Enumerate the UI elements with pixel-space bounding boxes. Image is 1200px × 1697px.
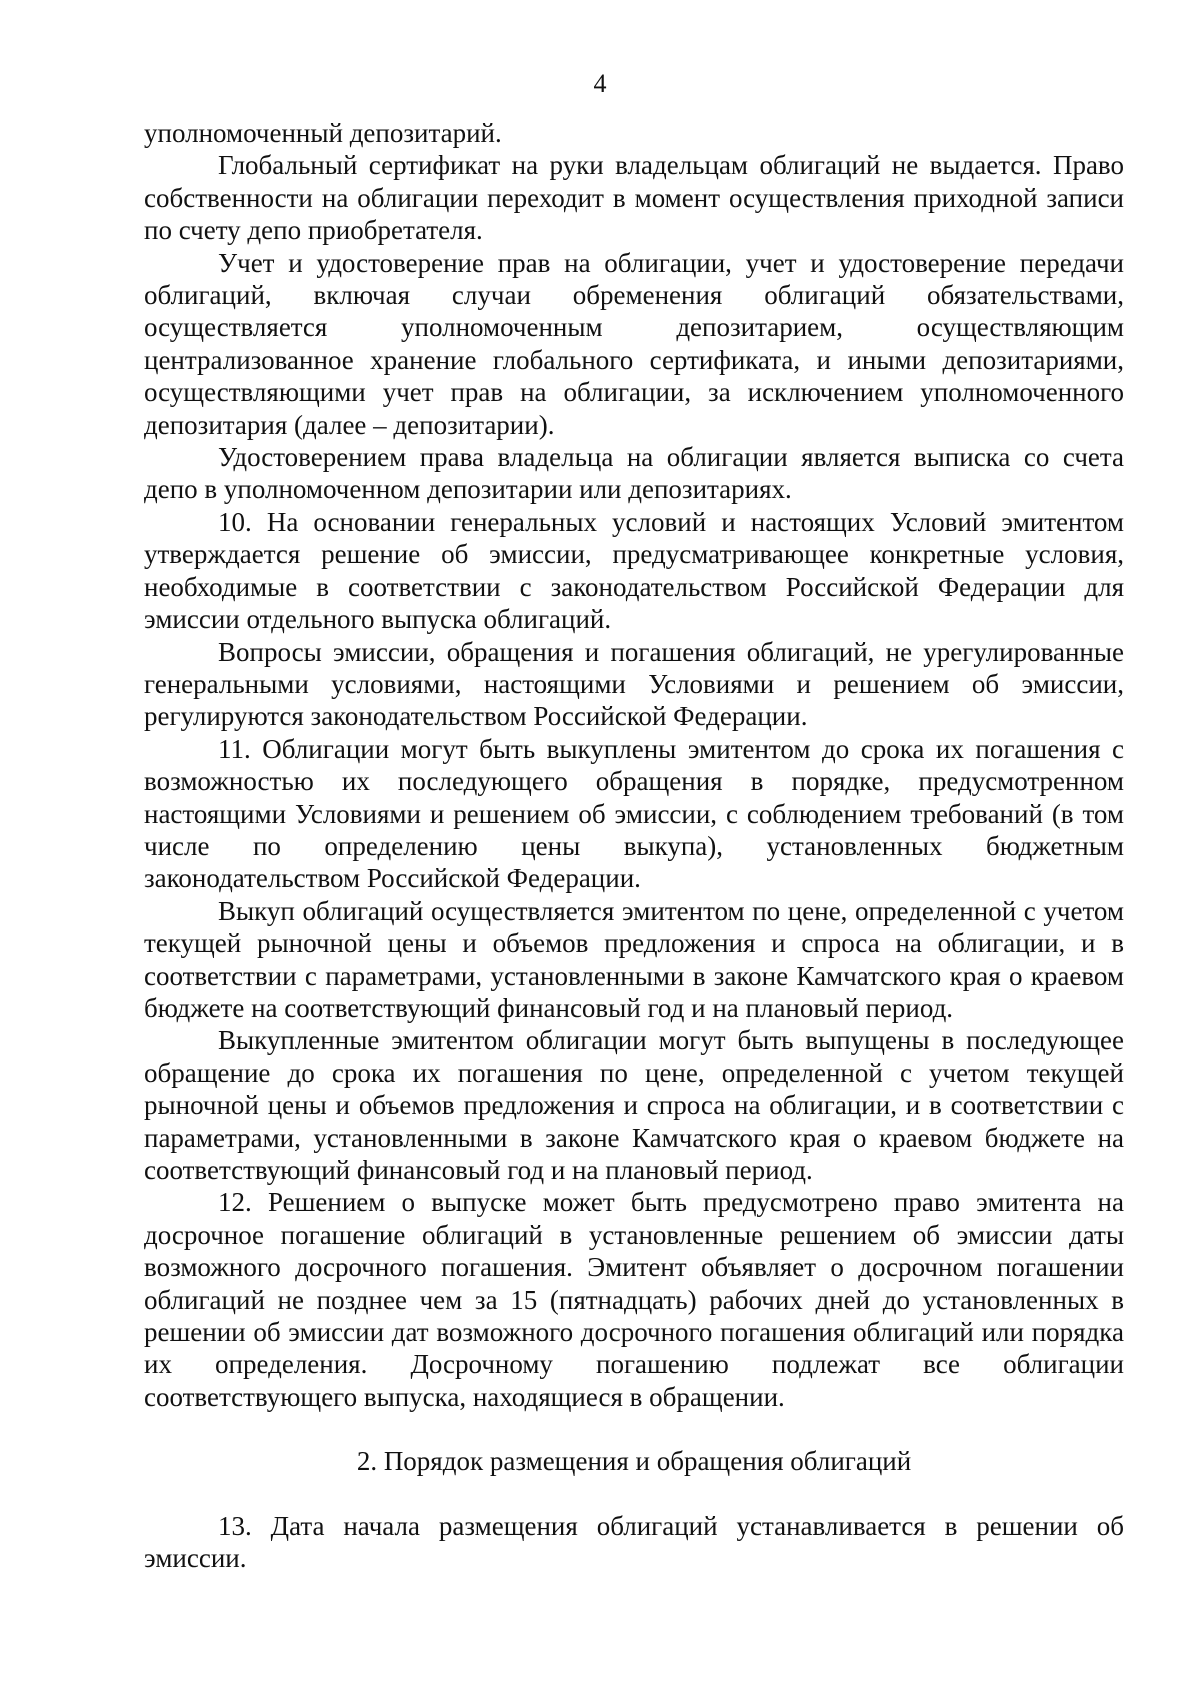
paragraph-item-11: 11. Облигации могут быть выкуплены эмитентом до срока их погашения с возможностью их последующего обращения в порядке, предусмотренном настоящими Условиями и решением об эмиссии, с соблюдением требований (в том числе по определению цены выкупа), установленных бюджетным законодательством Российской Федерации. [144, 733, 1124, 894]
page-number: 4 [593, 69, 607, 98]
paragraph-buyback-price: Выкуп облигаций осуществляется эмитентом по цене, определенной с учетом текущей рыночной цены и объемов предложения и спроса на облигации, и в соответствии с параметрами, установленными в законе Камчатского края о краевом бюджете на соответствующий финансовый год и на плановый период. [144, 895, 1124, 1023]
paragraph-reissue: Выкупленные эмитентом облигации могут быть выпущены в последующее обращение до срока их погашения по цене, определенной с учетом текущей рыночной цены и объемов предложения и спроса на облигации, и в соответствии с параметрами, установленными в законе Камчатского края о краевом бюджете на соответствующий финансовый год и на плановый период. [144, 1025, 1124, 1185]
paragraph-ownership-proof: Удостоверением права владельца на облигации является выписка со счета депо в уполномоченном депозитарии или депозитариях. [144, 442, 1124, 505]
paragraph-global-certificate: Глобальный сертификат на руки владельцам облигаций не выдается. Право собственности на облигации переходит в момент осуществления приходной записи по счету депо приобретателя. [144, 150, 1124, 246]
paragraph-item-12: 12. Решением о выпуске может быть предусмотрено право эмитента на досрочное погашение облигаций в установленные решением об эмиссии даты возможного досрочного погашения. Эмитент объявляет о досрочном погашении облигаций не позднее чем за 15 (пятнадцать) рабочих дней до установленных в решении об эмиссии дат возможного досрочного погашения облигаций или порядка их определения. Досрочному погашению подлежат все облигации соответствующего выпуска, находящиеся в обращении. [144, 1187, 1124, 1412]
paragraph-continuation: уполномоченный депозитарий. [144, 118, 502, 148]
paragraph-item-13: 13. Дата начала размещения облигаций устанавливается в решении об эмиссии. [144, 1510, 1124, 1574]
paragraph-rights-accounting: Учет и удостоверение прав на облигации, учет и удостоверение передачи облигаций, включая случаи обременения облигаций обязательствами, осуществляется уполномоченным депозитарием, осуществляющим централизованное хранение глобального сертификата, и иными депозитариями, осуществляющими учет прав на облигации, за исключением уполномоченного депозитария (далее – депозитарии). [144, 247, 1124, 440]
document-body [144, 117, 1124, 1574]
section-heading: 2. Порядок размещения и обращения облигаций [356, 1446, 912, 1477]
paragraph-item-10: 10. На основании генеральных условий и настоящих Условий эмитентом утверждается решение об эмиссии, предусматривающее конкретные условия, необходимые в соответствии с законодательством Российской Федерации для эмиссии отдельного выпуска облигаций. [144, 506, 1124, 635]
paragraph-unregulated-issues: Вопросы эмиссии, обращения и погашения облигаций, не урегулированные генеральными условиями, настоящими Условиями и решением об эмиссии, регулируются законодательством Российской Федерации. [144, 636, 1124, 732]
